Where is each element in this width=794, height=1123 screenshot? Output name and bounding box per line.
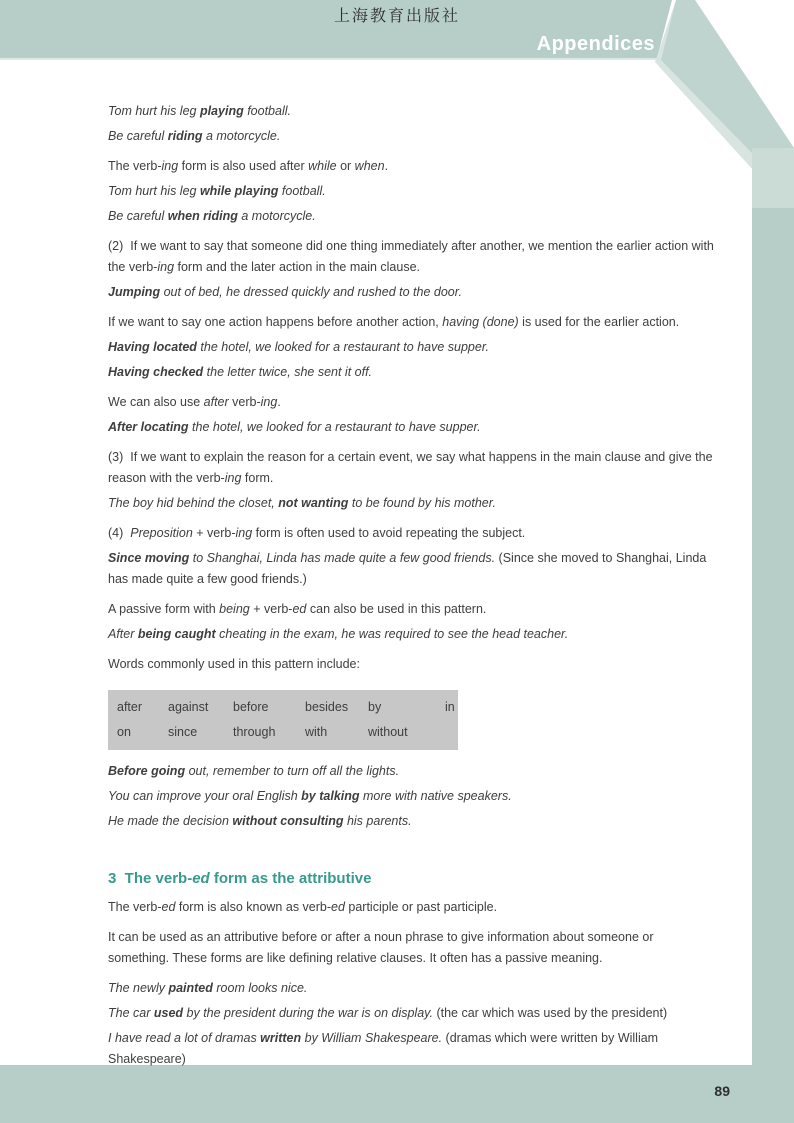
publisher-name: 上海教育出版社 <box>333 8 460 25</box>
text-run: by talking <box>301 789 360 803</box>
text-run: ing <box>161 159 179 173</box>
text-run: riding <box>167 129 203 143</box>
text-run: or <box>336 159 355 173</box>
header-band-underline <box>0 58 657 60</box>
text-run: + verb- <box>249 602 293 616</box>
text-run: not wanting <box>278 496 349 510</box>
text-run: room looks nice. <box>212 981 308 995</box>
text-run: Tom hurt his leg <box>108 104 200 118</box>
text-run: while <box>308 159 337 173</box>
text-run: written <box>260 1031 302 1045</box>
body-paragraph <box>108 523 714 544</box>
body-paragraph <box>108 156 714 177</box>
text-run: (4) <box>108 526 131 540</box>
text-run: ing <box>260 395 278 409</box>
text-run: without consulting <box>232 814 344 828</box>
example-sentence <box>108 362 714 383</box>
text-run: football. <box>278 184 326 198</box>
example-sentence <box>108 978 714 999</box>
text-run: It can be used as an attributive before or after a noun phrase to give information about someone or something. These forms are like defining relative clauses. It often has a passive meaning. <box>108 930 654 965</box>
example-sentence <box>108 181 714 202</box>
text-run: after <box>203 395 229 409</box>
text-run: playing <box>199 104 244 118</box>
section-heading <box>108 869 714 889</box>
right-margin-column <box>752 148 794 1123</box>
text-run: . <box>384 159 389 173</box>
text-run: when riding <box>167 209 238 223</box>
text-run: by the president during the war is on display. <box>183 1006 433 1020</box>
example-sentence <box>108 1003 714 1024</box>
text-run: verb- <box>228 395 261 409</box>
text-run: The verb- <box>108 900 162 914</box>
text-run: form and the later action in the main clause. <box>174 260 420 274</box>
text-run: Having checked <box>108 365 204 379</box>
text-run: out of bed, he dressed quickly and rushed to the door. <box>160 285 462 299</box>
text-run: football. <box>243 104 291 118</box>
text-run: If we want to say one action happens before another action, <box>108 315 443 329</box>
text-run: ed <box>161 900 176 914</box>
text-run: ed <box>292 602 307 616</box>
word-cell: before <box>233 700 269 714</box>
page-number: 89 <box>714 1083 730 1099</box>
text-run: more with native speakers. <box>359 789 512 803</box>
example-sentence <box>108 548 714 590</box>
appendices-title: Appendices <box>536 33 655 55</box>
example-sentence <box>108 786 714 807</box>
text-run: The car <box>108 1006 154 1020</box>
text-run: Before going <box>108 764 186 778</box>
text-run: the hotel, we looked for a restaurant to have supper. <box>188 420 481 434</box>
word-cell: in <box>445 700 455 714</box>
text-run: ed <box>192 870 210 887</box>
text-run: Preposition <box>130 526 193 540</box>
text-run: Having located <box>108 340 197 354</box>
word-cell: without <box>368 725 408 739</box>
text-run: Be careful <box>108 209 168 223</box>
text-run: a motorcycle. <box>237 209 316 223</box>
text-run: when <box>354 159 385 173</box>
right-margin-column-highlight <box>752 148 794 208</box>
word-cell: besides <box>305 700 349 714</box>
example-sentence <box>108 811 714 832</box>
example-sentence <box>108 126 714 147</box>
example-sentence <box>108 624 714 645</box>
text-run: being <box>219 602 250 616</box>
text-run: cheating in the exam, he was required to see the head teacher. <box>215 627 569 641</box>
text-run: We can also use <box>108 395 204 409</box>
text-run: A passive form with <box>108 602 220 616</box>
text-run: used <box>153 1006 184 1020</box>
example-sentence <box>108 282 714 303</box>
text-run: After locating <box>108 420 189 434</box>
text-run: form is also known as verb- <box>175 900 332 914</box>
text-run: out, remember to turn off all the lights. <box>185 764 400 778</box>
word-cell: against <box>168 700 209 714</box>
body-paragraph <box>108 312 714 333</box>
text-run: having (done) <box>442 315 519 329</box>
word-cell: since <box>168 725 198 739</box>
text-run: form. <box>241 471 274 485</box>
word-cell: on <box>117 725 131 739</box>
page-content <box>108 101 714 1074</box>
text-run: his parents. <box>343 814 412 828</box>
text-run: the letter twice, she sent it off. <box>203 365 373 379</box>
example-sentence <box>108 101 714 122</box>
text-run: a motorcycle. <box>202 129 281 143</box>
text-run: the hotel, we looked for a restaurant to have supper. <box>196 340 489 354</box>
text-run: form as the attributive <box>209 870 372 887</box>
text-run: After <box>108 627 138 641</box>
text-run: to Shanghai, Linda has made quite a few good friends. <box>189 551 496 565</box>
text-run: ing <box>224 471 242 485</box>
text-run: Tom hurt his leg <box>108 184 200 198</box>
body-paragraph <box>108 927 714 969</box>
text-run: 3 The verb- <box>108 870 193 887</box>
text-run: can also be used in this pattern. <box>306 602 487 616</box>
text-run: ed <box>331 900 345 914</box>
example-sentence <box>108 1028 714 1070</box>
body-paragraph <box>108 447 714 489</box>
word-cell: after <box>117 700 143 714</box>
word-cell: through <box>233 725 276 739</box>
text-run: Since moving <box>108 551 190 565</box>
word-row <box>117 720 458 745</box>
text-run: while playing <box>199 184 279 198</box>
text-run: I have read a lot of dramas <box>108 1031 261 1045</box>
word-cell: by <box>368 700 382 714</box>
text-run: is used for the earlier action. <box>518 315 680 329</box>
body-paragraph <box>108 599 714 620</box>
text-run: participle or past participle. <box>344 900 498 914</box>
text-run: The newly <box>108 981 169 995</box>
word-cell: with <box>305 725 328 739</box>
example-sentence <box>108 417 714 438</box>
body-paragraph <box>108 236 714 278</box>
text-run: (Since she moved to Shanghai, Linda has made quite a few good friends.) <box>108 551 707 586</box>
text-run: (3) If we want to explain the reason for a certain event, we say what happens in the main clause and give the reason with the verb- <box>108 450 713 485</box>
text-run: to be found by his mother. <box>348 496 496 510</box>
text-run: form is also used after <box>178 159 309 173</box>
body-paragraph <box>108 392 714 413</box>
text-run: form is often used to avoid repeating the subject. <box>252 526 526 540</box>
text-run: . <box>277 395 281 409</box>
text-run: Be careful <box>108 129 168 143</box>
text-run: (the car which was used by the president) <box>432 1006 668 1020</box>
text-run: by William Shakespeare. <box>301 1031 443 1045</box>
body-paragraph <box>108 897 714 918</box>
text-run: Jumping <box>108 285 161 299</box>
text-run: The verb- <box>108 159 162 173</box>
example-sentence <box>108 493 714 514</box>
example-sentence <box>108 761 714 782</box>
body-paragraph <box>108 654 714 675</box>
text-run: Words commonly used in this pattern include: <box>108 657 360 671</box>
text-run: (2) If we want to say that someone did one thing immediately after another, we mention the earlier action with the verb- <box>108 239 714 274</box>
text-run: The boy hid behind the closet, <box>108 496 279 510</box>
text-run: being caught <box>137 627 216 641</box>
word-row <box>117 695 458 720</box>
text-run: He made the decision <box>108 814 233 828</box>
example-sentence <box>108 337 714 358</box>
example-sentence <box>108 206 714 227</box>
text-run: painted <box>168 981 213 995</box>
text-run: (dramas which were written by William Shakespeare) <box>108 1031 659 1066</box>
preposition-table <box>108 690 458 750</box>
text-run: You can improve your oral English <box>108 789 302 803</box>
text-run: ing <box>157 260 175 274</box>
text-run: + verb- <box>192 526 236 540</box>
text-run: ing <box>235 526 253 540</box>
